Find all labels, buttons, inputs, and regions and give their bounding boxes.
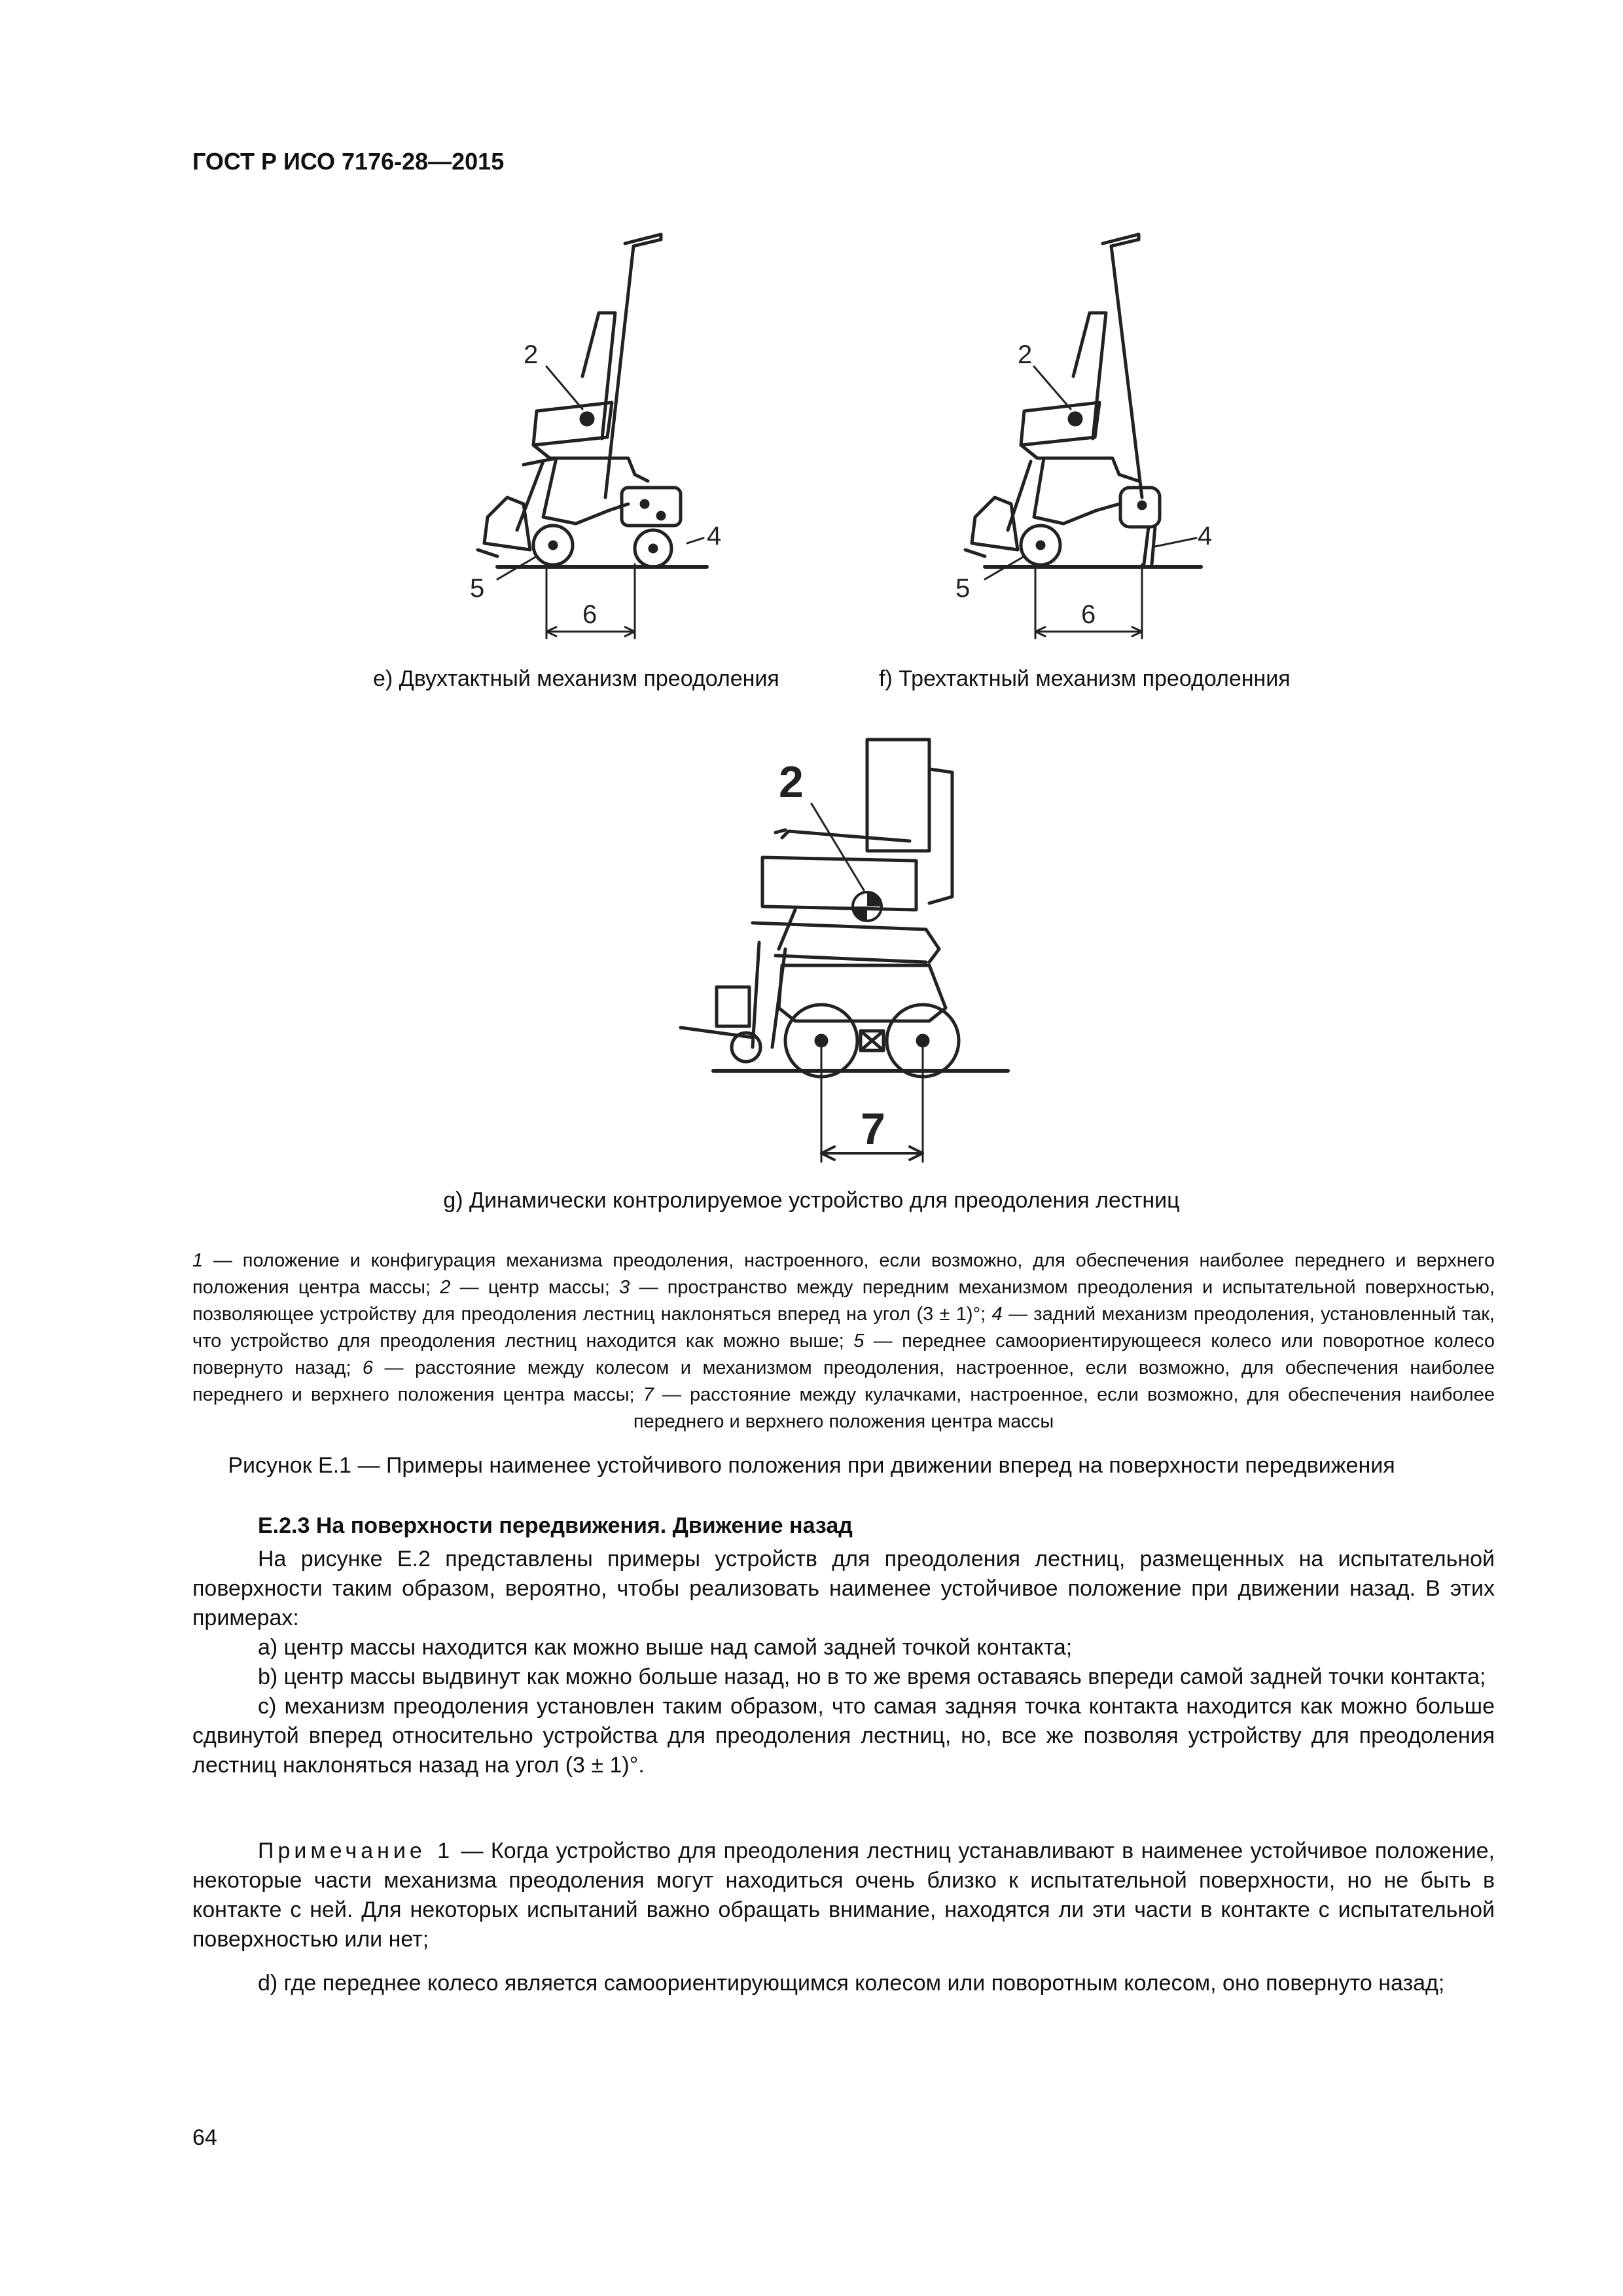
section-heading: Е.2.3 На поверхности передвижения. Движение назад [258, 1513, 853, 1538]
figure-f-drawing [965, 234, 1201, 638]
document-header: ГОСТ Р ИСО 7176-28—2015 [192, 148, 505, 175]
callout-e-6: 6 [582, 600, 597, 629]
callout-g-7: 7 [861, 1104, 885, 1154]
list-d-block [192, 1969, 1495, 1998]
figure-g-drawing [681, 740, 1008, 1162]
legend-num: 3 [619, 1277, 630, 1298]
figure-title: Рисунок Е.1 — Примеры наименее устойчивого положения при движении вперед на поверхности передвижения [228, 1453, 1395, 1478]
list-item-a: а) центр массы находится как можно выше над самой задней точкой контакта; [258, 1635, 1073, 1660]
callout-f-6: 6 [1081, 600, 1096, 629]
legend-num: 5 [853, 1331, 865, 1352]
list-item-d: d) где переднее колесо является самоориентирующимся колесом или поворотным колесом, оно повернуто назад; [258, 1971, 1445, 1996]
legend-text: — центр массы; [450, 1277, 620, 1298]
legend-text: — пространство между передним механизмом преодоления и испытательной поверхностью, позволяющее устройству для преодоления лестниц наклоняться вперед на угол (3 ± 1)°; [192, 1277, 1495, 1325]
figure-legend [192, 1247, 1495, 1435]
paragraph-intro: На рисунке Е.2 представлены примеры устройств для преодоления лестниц, размещенных на испытательной поверхности таким образом, вероятно, чтобы реализовать наименее устойчивое положение при движении назад. В этих примерах: [192, 1547, 1495, 1630]
callout-e-4: 4 [707, 522, 722, 550]
caption-g: g) Динамически контролируемое устройство для преодоления лестниц [443, 1188, 1180, 1213]
callout-e-2: 2 [524, 340, 539, 369]
legend-num: 1 [192, 1250, 204, 1271]
caption-e: e) Двухтактный механизм преодоления [373, 666, 779, 691]
legend-num: 4 [991, 1304, 1003, 1325]
legend-text: — задний механизм преодоления, установленный так, что устройство для преодоления лестниц находится как можно выше; [192, 1304, 1495, 1352]
callout-e-5: 5 [470, 574, 485, 603]
legend-num: 2 [440, 1277, 451, 1298]
legend-text: — переднее самоориентирующееся колесо или поворотное колесо повернуто назад; [192, 1331, 1495, 1378]
legend-text: — расстояние между кулачками, настроенное, если возможно, для обеспечения наиболее переднего и верхнего положения центра массы [633, 1384, 1495, 1432]
note-block [192, 1837, 1495, 1954]
callout-f-2: 2 [1018, 340, 1033, 369]
callout-f-4: 4 [1198, 522, 1213, 550]
legend-num: 6 [362, 1357, 374, 1378]
legend-text: — положение и конфигурация механизма преодоления, настроенного, если возможно, для обеспечения наиболее переднего и верхнего положения центра массы; [192, 1250, 1495, 1298]
legend-text: — расстояние между колесом и механизмом преодоления, настроенное, если возможно, для обеспечения наиболее переднего и верхнего положения центра массы; [192, 1357, 1495, 1405]
list-item-c: с) механизм преодоления установлен таким образом, что самая задняя точка контакта находится как можно больше сдвинутой вперед относительно устройства для преодоления лестниц, но, все же позволяя устройству для преодоления лестниц наклоняться назад на угол (3 ± 1)°. [192, 1694, 1495, 1778]
figure-e-drawing [478, 234, 707, 638]
list-item-b: b) центр массы выдвинут как можно больше назад, но в то же время оставаясь впереди самой задней точки контакта; [258, 1664, 1486, 1689]
caption-f: f) Трехтактный механизм преодоленния [879, 666, 1291, 691]
note-text: — Когда устройство для преодоления лестниц устанавливают в наименее устойчивое положение, некоторые части механизма преодоления могут находиться очень близко к испытательной поверхности, но не быть в контакте с ней. Для некоторых испытаний важно обращать внимание, находятся ли эти части в контакте с испытательной поверхностью или нет; [192, 1839, 1495, 1952]
legend-num: 7 [643, 1384, 654, 1405]
section-body [192, 1545, 1495, 1780]
callout-g-2: 2 [779, 757, 804, 807]
callout-f-5: 5 [955, 574, 971, 603]
page-number: 64 [192, 2125, 217, 2150]
note-label: Примечание 1 [258, 1839, 454, 1863]
